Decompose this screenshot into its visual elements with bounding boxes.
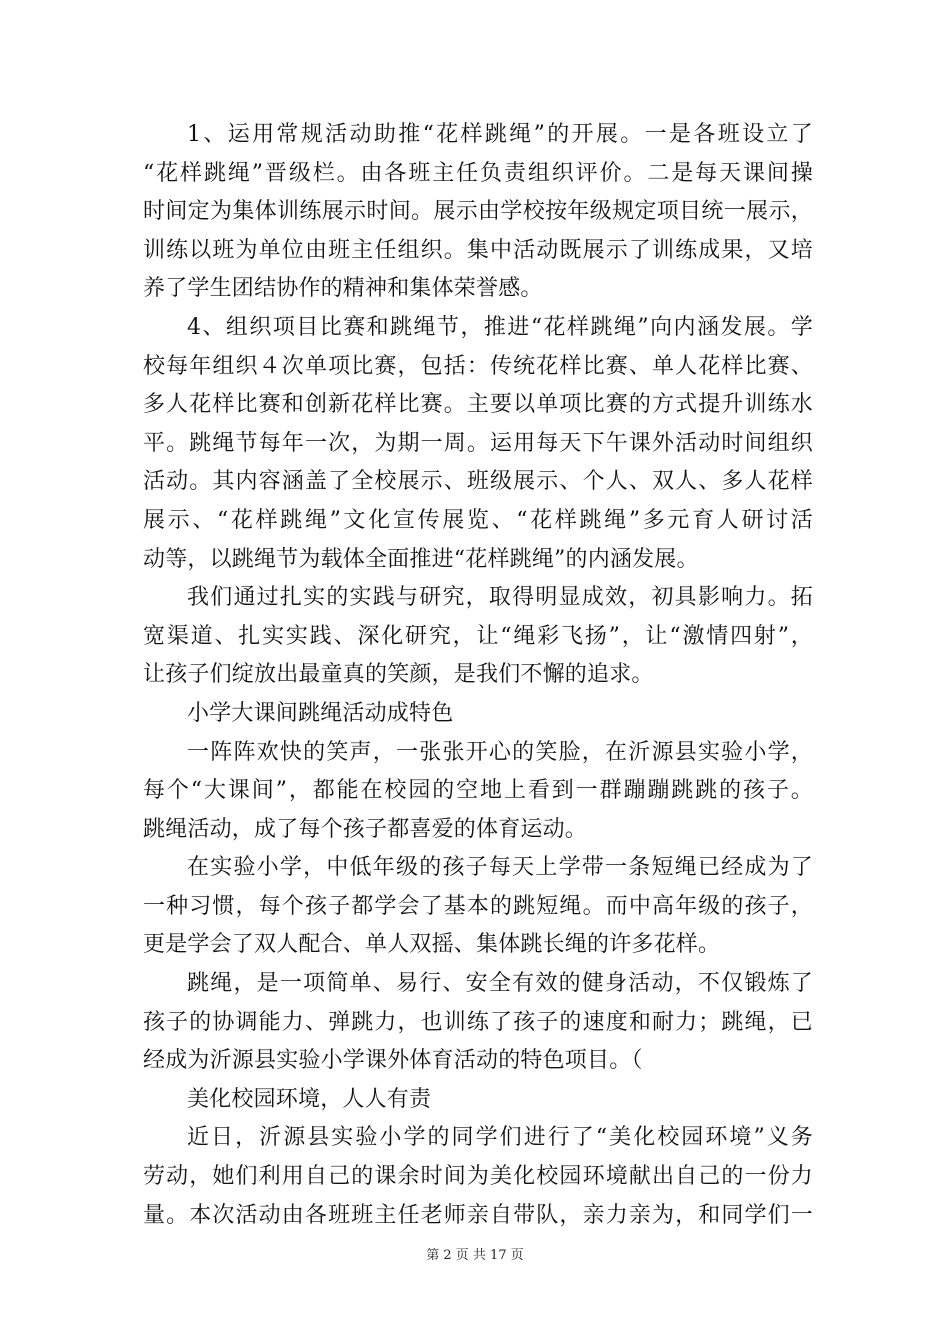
- section-heading: 美化校园环境，人人有责: [187, 1086, 432, 1112]
- body-text: [143, 116, 813, 1235]
- text-line: 多人花样比赛和创新花样比赛。主要以单项比赛的方式提升训练水: [143, 392, 813, 418]
- text-line: 经成为沂源县实验小学课外体育活动的特色项目。（: [143, 1048, 643, 1074]
- section-heading: 小学大课间跳绳活动成特色: [187, 700, 454, 726]
- text-line: 更是学会了双人配合、单人双摇、集体跳长绳的许多花样。: [143, 932, 721, 958]
- text-line: 4、组织项目比赛和跳绳节，推进“花样跳绳”向内涵发展。学: [187, 314, 813, 340]
- page-footer: 第 2 页 共 17 页: [426, 1248, 524, 1263]
- text-line: 宽渠道、扎实实践、深化研究，让“绳彩飞扬”，让“激情四射”，: [143, 623, 813, 649]
- text-line: 我们通过扎实的实践与研究，取得明显成效，初具影响力。拓: [187, 585, 813, 611]
- text-line: “花样跳绳”晋级栏。由各班主任负责组织评价。二是每天课间操: [143, 160, 813, 186]
- text-line: 训练以班为单位由班主任组织。集中活动既展示了训练成果，又培: [143, 237, 813, 263]
- text-line: 近日，沂源县实验小学的同学们进行了“美化校园环境”义务: [187, 1125, 813, 1151]
- text-line: 校每年组织４次单项比赛，包括：传统花样比赛、单人花样比赛、: [143, 353, 813, 379]
- text-line: 1、运用常规活动助推“花样跳绳”的开展。一是各班设立了: [187, 122, 813, 147]
- text-line: 平。跳绳节每年一次，为期一周。运用每天下午课外活动时间组织: [143, 430, 813, 456]
- text-line: 动等，以跳绳节为载体全面推进“花样跳绳”的内涵发展。: [143, 546, 699, 572]
- text-line: 在实验小学，中低年级的孩子每天上学带一条短绳已经成为了: [187, 855, 813, 881]
- text-line: 每个“大课间”，都能在校园的空地上看到一群蹦蹦跳跳的孩子。: [143, 778, 813, 804]
- text-line: 劳动，她们利用自己的课余时间为美化校园环境献出自己的一份力: [143, 1164, 813, 1190]
- text-line: 跳绳活动，成了每个孩子都喜爱的体育运动。: [143, 816, 588, 842]
- text-line: 跳绳，是一项简单、易行、安全有效的健身活动，不仅锻炼了: [187, 971, 813, 997]
- text-line: 孩子的协调能力、弹跳力，也训练了孩子的速度和耐力；跳绳，已: [143, 1009, 813, 1035]
- text-line: 一阵阵欢快的笑声，一张张开心的笑脸，在沂源县实验小学，: [187, 739, 813, 765]
- text-line: 一种习惯，每个孩子都学会了基本的跳短绳。而中高年级的孩子，: [143, 893, 813, 919]
- text-line: 展示、“花样跳绳”文化宣传展览、“花样跳绳”多元育人研讨活: [143, 507, 813, 533]
- text-line: 让孩子们绽放出最童真的笑颜，是我们不懈的追求。: [143, 662, 654, 688]
- text-line: 养了学生团结协作的精神和集体荣誉感。: [143, 276, 543, 302]
- text-line: 时间定为集体训练展示时间。展示由学校按年级规定项目统一展示，: [143, 199, 813, 225]
- text-line: 活动。其内容涵盖了全校展示、班级展示、个人、双人、多人花样: [143, 469, 813, 495]
- text-line: 量。本次活动由各班班主任老师亲自带队，亲力亲为，和同学们一: [143, 1202, 813, 1228]
